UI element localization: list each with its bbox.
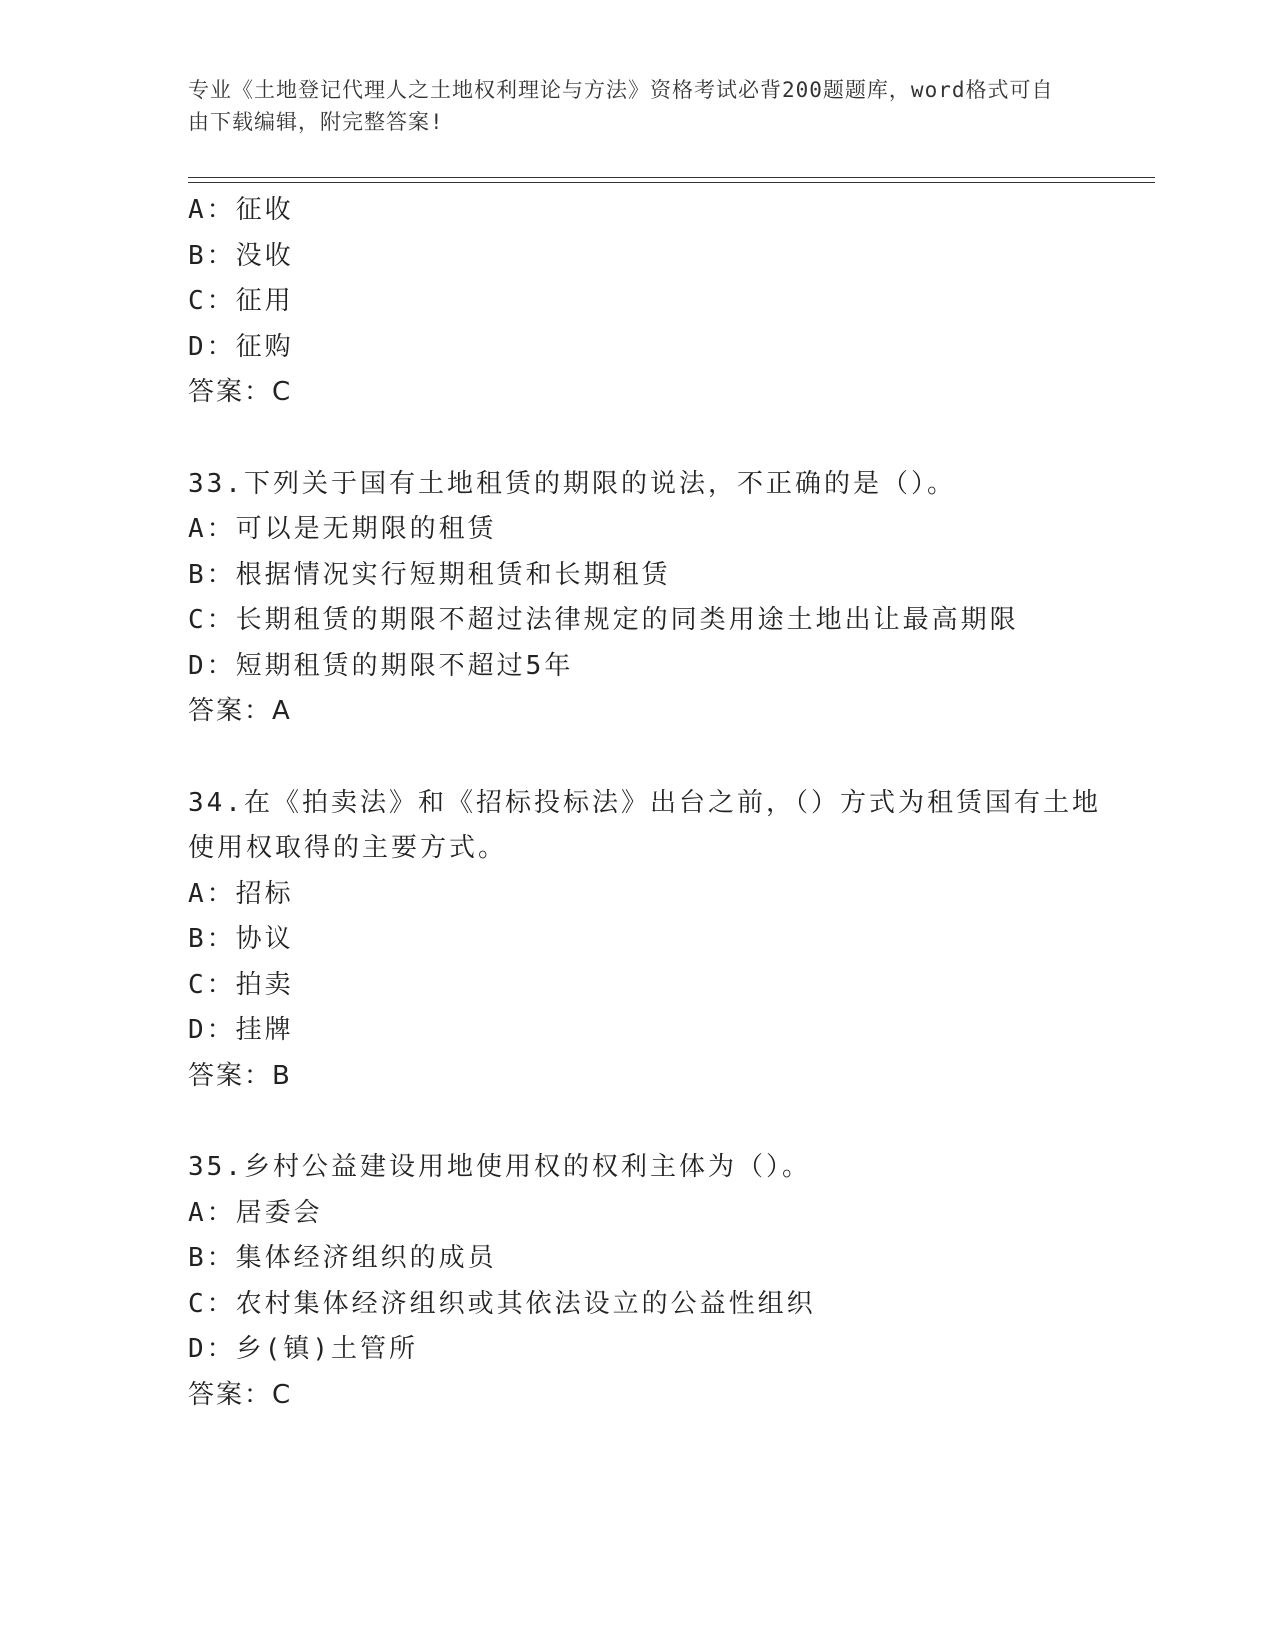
- option-a: A：招标: [188, 872, 1118, 918]
- question-stem: 33.下列关于国有土地租赁的期限的说法，不正确的是（）。: [188, 468, 956, 499]
- answer-line: 答案：C: [188, 1379, 293, 1410]
- header-divider-top: [188, 177, 1155, 178]
- option-b: B：集体经济组织的成员: [188, 1236, 1118, 1282]
- option-b: B：没收: [188, 234, 1118, 280]
- option-a: A：居委会: [188, 1191, 1118, 1237]
- option-d: D：挂牌: [188, 1008, 1118, 1054]
- question-stem: 34.在《拍卖法》和《招标投标法》出台之前，（）方式为租赁国有土地使用权取得的主要方式。: [188, 787, 1101, 863]
- option-c: C：征用: [188, 279, 1118, 325]
- option-text: 征收: [235, 195, 294, 225]
- option-letter: B: [188, 924, 207, 954]
- question-fragment: [188, 188, 1118, 416]
- option-letter: B: [188, 240, 207, 271]
- option-text: 挂牌: [235, 1015, 294, 1045]
- option-text: 没收: [235, 240, 294, 271]
- option-c: C：农村集体经济组织或其依法设立的公益性组织: [188, 1282, 1118, 1328]
- document-header: 专业《土地登记代理人之土地权利理论与方法》资格考试必背200题题库，word格式可自由下载编辑，附完整答案!: [188, 78, 1054, 134]
- question-34: [188, 781, 1118, 1100]
- question-stem: 35.乡村公益建设用地使用权的权利主体为（）。: [188, 1152, 811, 1182]
- question-35: [188, 1145, 1118, 1418]
- option-text: 招标: [235, 878, 294, 909]
- question-33: [188, 462, 1118, 735]
- option-a: A：可以是无期限的租赁: [188, 507, 1118, 553]
- option-text: 协议: [235, 924, 294, 954]
- option-a: A：征收: [188, 188, 1118, 234]
- option-letter: A: [188, 878, 207, 909]
- option-text: 居委会: [235, 1197, 323, 1228]
- option-text: 集体经济组织的成员: [235, 1243, 497, 1273]
- option-letter: B: [188, 1243, 207, 1273]
- answer-line: 答案：A: [188, 696, 292, 726]
- option-letter: A: [188, 195, 207, 225]
- option-d: D：乡(镇)土管所: [188, 1327, 1118, 1373]
- option-letter: C: [188, 969, 207, 1000]
- spacer: [188, 416, 1118, 462]
- option-b: B：协议: [188, 917, 1118, 963]
- answer-line: 答案：B: [188, 1060, 292, 1091]
- option-letter: D: [188, 1334, 207, 1364]
- answer-line: 答案：C: [188, 377, 293, 407]
- option-c: C：拍卖: [188, 963, 1118, 1009]
- option-text: 拍卖: [235, 969, 294, 1000]
- option-b: B：根据情况实行短期租赁和长期租赁: [188, 553, 1118, 599]
- option-letter: A: [188, 1197, 207, 1228]
- option-text: 征用: [235, 286, 294, 316]
- option-text: 短期租赁的期限不超过5年: [235, 650, 574, 681]
- option-text: 根据情况实行短期租赁和长期租赁: [235, 559, 671, 590]
- option-letter: B: [188, 559, 207, 590]
- option-letter: C: [188, 286, 207, 316]
- header-divider-bottom: [188, 182, 1155, 183]
- option-letter: D: [188, 331, 207, 362]
- option-letter: C: [188, 1288, 207, 1319]
- option-letter: A: [188, 514, 207, 544]
- option-text: 长期租赁的期限不超过法律规定的同类用途土地出让最高期限: [235, 605, 1019, 635]
- option-text: 农村集体经济组织或其依法设立的公益性组织: [235, 1288, 816, 1319]
- option-c: C：长期租赁的期限不超过法律规定的同类用途土地出让最高期限: [188, 598, 1118, 644]
- spacer: [188, 1099, 1118, 1145]
- option-text: 乡(镇)土管所: [235, 1334, 418, 1364]
- option-letter: D: [188, 650, 207, 681]
- option-text: 征购: [235, 331, 294, 362]
- option-d: D：征购: [188, 325, 1118, 371]
- spacer: [188, 735, 1118, 781]
- question-list: [188, 188, 1118, 1418]
- option-letter: C: [188, 605, 207, 635]
- option-d: D：短期租赁的期限不超过5年: [188, 644, 1118, 690]
- option-letter: D: [188, 1015, 207, 1045]
- option-text: 可以是无期限的租赁: [235, 514, 497, 544]
